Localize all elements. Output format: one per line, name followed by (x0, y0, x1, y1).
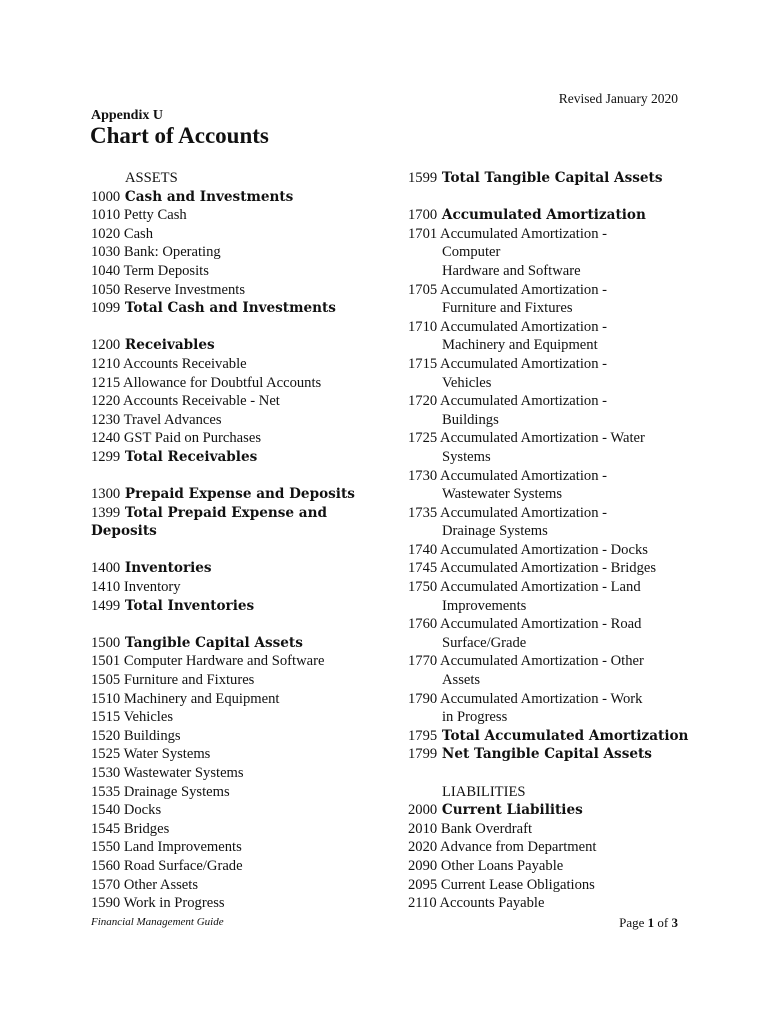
account-continuation: Computer (442, 244, 501, 261)
account-name: Road Surface/Grade (123, 857, 243, 874)
account-name: Buildings (123, 727, 181, 744)
account-name: GST Paid on Purchases (123, 430, 261, 447)
account-row (91, 559, 391, 578)
account-row (91, 652, 391, 671)
account-row (408, 504, 708, 523)
account-name: Travel Advances (123, 411, 222, 428)
account-row (91, 188, 391, 207)
account-name: Computer Hardware and Software (123, 653, 325, 670)
account-row (91, 634, 391, 653)
account-name: Receivables (124, 337, 215, 354)
account-code: 1535 (91, 783, 121, 800)
account-code: 1210 (91, 355, 121, 372)
account-row (408, 541, 708, 560)
account-name: Accumulated Amortization - (440, 355, 607, 372)
account-row (408, 281, 708, 300)
blank-line (91, 467, 391, 486)
account-continuation: Hardware and Software (442, 262, 581, 279)
account-name: Reserve Investments (123, 281, 246, 298)
account-name: Bridges (123, 820, 170, 837)
account-name: Tangible Capital Assets (124, 634, 303, 651)
account-name: Accounts Receivable (123, 355, 247, 372)
account-name: Total Receivables (124, 448, 258, 465)
account-code: 1030 (91, 244, 121, 261)
account-code: 1750 (408, 579, 438, 596)
account-code: 1701 (408, 225, 438, 242)
account-row (91, 708, 391, 727)
account-name: Accumulated Amortization - Water (440, 430, 645, 447)
account-code: 1220 (91, 393, 121, 410)
account-name: Other Assets (123, 876, 199, 893)
account-name: Total Cash and Investments (124, 300, 336, 317)
account-code: 1520 (91, 727, 121, 744)
account-row (408, 727, 708, 746)
account-row (408, 820, 708, 839)
account-name: Vehicles (123, 709, 174, 726)
account-name: Cash (123, 225, 154, 242)
account-name: Inventories (124, 560, 212, 577)
account-code: 1745 (408, 560, 438, 577)
section-heading: ASSETS (125, 170, 178, 186)
account-code: 1215 (91, 374, 121, 391)
account-row (408, 615, 708, 634)
account-row (91, 411, 391, 430)
page-of: of (657, 915, 669, 930)
account-row (408, 745, 708, 764)
account-row (408, 429, 708, 448)
account-name: Allowance for Doubtful Accounts (123, 374, 322, 391)
account-code: 1510 (91, 690, 121, 707)
account-name: Wastewater Systems (123, 765, 244, 781)
account-row (91, 727, 391, 746)
account-code: 1705 (408, 281, 438, 298)
account-row (91, 243, 391, 262)
account-code: 1740 (408, 541, 438, 558)
account-name: Current Liabilities (441, 802, 583, 819)
account-name: Work in Progress (123, 895, 225, 912)
account-row (91, 597, 391, 616)
account-name: Accumulated Amortization - Road (440, 616, 642, 633)
account-row (91, 764, 391, 783)
account-code: 1505 (91, 672, 121, 689)
account-row (91, 206, 391, 225)
account-continuation: Drainage Systems (442, 523, 548, 540)
account-name: Accumulated Amortization - Other (440, 653, 644, 670)
account-row (408, 652, 708, 671)
account-code: 1790 (408, 690, 438, 707)
account-code: 1230 (91, 411, 121, 428)
account-code: 1200 (91, 337, 121, 354)
account-code: 1399 (91, 504, 121, 521)
account-row (408, 690, 708, 709)
account-continuation: in Progress (442, 709, 508, 726)
account-continuation: Vehicles (442, 374, 492, 391)
account-name: Term Deposits (123, 262, 209, 279)
account-row (91, 504, 391, 523)
account-name: Accumulated Amortization - (440, 393, 607, 410)
left-column (91, 169, 391, 913)
account-row (408, 876, 708, 895)
blank-line (91, 318, 391, 337)
account-continuation: Wastewater Systems (442, 486, 563, 503)
account-name: Accumulated Amortization - (440, 281, 607, 298)
account-row (91, 336, 391, 355)
account-code: 1099 (91, 300, 121, 317)
account-code: 1299 (91, 448, 121, 465)
account-code: 2090 (408, 857, 438, 874)
account-row (408, 857, 708, 876)
account-continuation: Improvements (442, 597, 527, 614)
page-current: 1 (647, 915, 655, 930)
account-code: 2020 (408, 839, 438, 856)
account-row (408, 206, 708, 225)
account-row (91, 262, 391, 281)
account-name: Inventory (123, 579, 181, 596)
account-row (91, 281, 391, 300)
account-code: 1599 (408, 170, 438, 186)
account-continuation: Deposits (91, 523, 157, 540)
account-name: Accumulated Amortization - (440, 504, 607, 521)
account-name: Net Tangible Capital Assets (441, 746, 652, 763)
account-name: Accumulated Amortization - Docks (440, 541, 648, 558)
account-code: 1000 (91, 188, 121, 205)
account-code: 1240 (91, 430, 121, 447)
account-code: 1040 (91, 262, 121, 279)
account-continuation: Systems (442, 448, 491, 465)
account-name: Total Inventories (124, 597, 255, 614)
account-code: 1499 (91, 597, 121, 614)
account-code: 1735 (408, 504, 438, 521)
footer-guide-title: Financial Management Guide (91, 916, 224, 928)
account-row (408, 838, 708, 857)
account-name: Drainage Systems (123, 783, 230, 800)
account-continuation: Machinery and Equipment (442, 337, 598, 354)
account-code: 1500 (91, 634, 121, 651)
account-code: 1525 (91, 746, 121, 763)
account-row (91, 355, 391, 374)
account-continuation: Buildings (442, 411, 499, 428)
account-name: Bank Overdraft (440, 820, 533, 837)
account-row (91, 578, 391, 597)
account-row (91, 485, 391, 504)
page-total: 3 (671, 915, 678, 930)
account-code: 1700 (408, 207, 438, 224)
account-row (91, 801, 391, 820)
account-name: Total Prepaid Expense and (124, 504, 328, 521)
account-code: 1515 (91, 709, 121, 726)
account-code: 1760 (408, 616, 438, 633)
account-row (91, 392, 391, 411)
account-row (408, 467, 708, 486)
account-continuation: Furniture and Fixtures (442, 300, 573, 317)
account-row (91, 857, 391, 876)
account-row (408, 169, 708, 188)
account-row (91, 374, 391, 393)
account-row (408, 318, 708, 337)
account-code: 1799 (408, 746, 438, 763)
account-name: Accounts Receivable - Net (123, 393, 280, 410)
account-code: 2000 (408, 802, 438, 819)
account-row (91, 820, 391, 839)
account-name: Total Accumulated Amortization (441, 727, 689, 744)
account-code: 1725 (408, 430, 438, 447)
account-name: Land Improvements (123, 839, 242, 856)
account-code: 1550 (91, 839, 121, 856)
account-row (408, 801, 708, 820)
account-row (91, 894, 391, 913)
blank-line (91, 615, 391, 634)
account-row (408, 894, 708, 913)
account-row (91, 745, 391, 764)
account-code: 1570 (91, 876, 121, 893)
account-row (408, 355, 708, 374)
account-name: Machinery and Equipment (123, 690, 280, 707)
account-row (91, 299, 391, 318)
account-name: Prepaid Expense and Deposits (124, 486, 355, 503)
account-row (408, 392, 708, 411)
account-name: Accumulated Amortization (441, 207, 646, 224)
account-row (91, 448, 391, 467)
account-row (91, 783, 391, 802)
account-row (91, 225, 391, 244)
account-code: 1730 (408, 467, 438, 484)
account-row (91, 876, 391, 895)
account-code: 1501 (91, 653, 121, 670)
page-title: Chart of Accounts (90, 123, 269, 148)
account-name: Accumulated Amortization - Land (440, 579, 641, 596)
account-row (91, 690, 391, 709)
account-row (91, 838, 391, 857)
account-code: 1545 (91, 820, 121, 837)
account-code: 1540 (91, 802, 121, 819)
account-name: Water Systems (123, 746, 211, 763)
account-name: Accounts Payable (439, 895, 545, 912)
account-code: 2010 (408, 820, 438, 837)
page-prefix: Page (619, 915, 645, 930)
account-code: 2110 (408, 895, 437, 912)
revision-date: Revised January 2020 (558, 91, 678, 106)
account-name: Accumulated Amortization - Bridges (440, 560, 657, 577)
account-name: Accumulated Amortization - (440, 467, 607, 484)
blank-line (408, 188, 708, 207)
account-name: Advance from Department (440, 839, 597, 856)
account-name: Current Lease Obligations (440, 876, 595, 893)
account-code: 1400 (91, 560, 121, 577)
account-code: 1020 (91, 225, 121, 242)
account-name: Accumulated Amortization - (440, 318, 607, 335)
blank-line (408, 764, 708, 783)
account-row (408, 578, 708, 597)
account-code: 1770 (408, 653, 438, 670)
account-name: Accumulated Amortization - Work (440, 690, 643, 707)
account-name: Accumulated Amortization - (440, 225, 607, 242)
account-name: Cash and Investments (124, 188, 294, 205)
account-name: Bank: Operating (123, 244, 221, 261)
account-code: 1710 (408, 318, 438, 335)
account-name: Other Loans Payable (440, 857, 564, 874)
blank-line (91, 541, 391, 560)
appendix-label: Appendix U (91, 108, 163, 123)
account-code: 1410 (91, 579, 121, 596)
account-code: 1720 (408, 393, 438, 410)
account-name: Petty Cash (123, 207, 187, 224)
account-code: 1560 (91, 857, 121, 874)
account-code: 1010 (91, 207, 121, 224)
account-code: 1530 (91, 765, 121, 781)
account-row (408, 225, 708, 244)
account-code: 2095 (408, 876, 438, 893)
account-code: 1300 (91, 486, 121, 503)
account-row (408, 559, 708, 578)
account-row (91, 671, 391, 690)
account-continuation: Assets (442, 672, 481, 689)
section-heading: LIABILITIES (442, 783, 526, 800)
account-code: 1795 (408, 727, 438, 744)
account-row (91, 429, 391, 448)
account-name: Total Tangible Capital Assets (441, 170, 663, 186)
account-name: Docks (123, 802, 162, 819)
account-continuation: Surface/Grade (442, 634, 527, 651)
right-column (408, 169, 708, 913)
account-code: 1050 (91, 281, 121, 298)
page-number (619, 915, 678, 931)
account-name: Furniture and Fixtures (123, 672, 255, 689)
account-code: 1715 (408, 355, 438, 372)
account-code: 1590 (91, 895, 121, 912)
